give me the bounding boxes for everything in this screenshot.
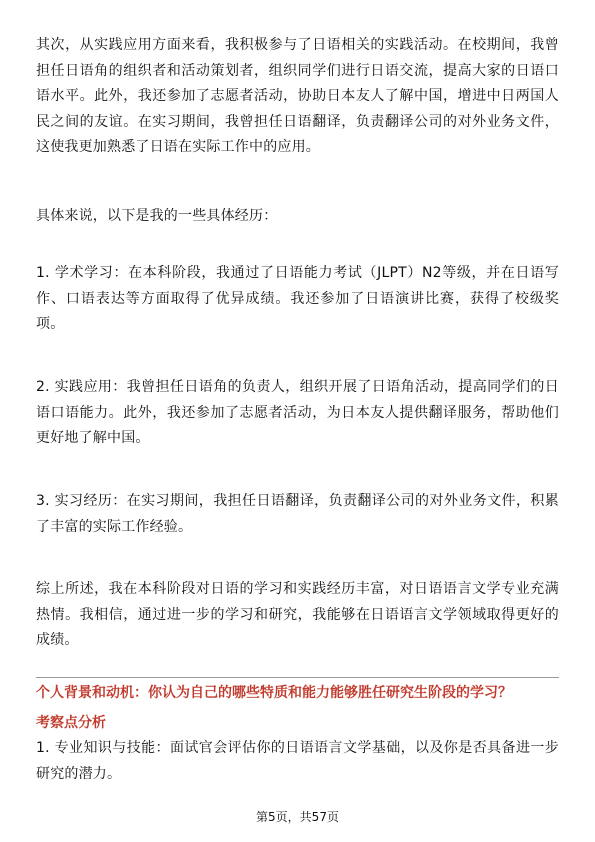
experience-item-practice: 2. 实践应用：我曾担任日语角的负责人，组织开展了日语角活动，提高同学们的日语口语能力。此外，我还参加了志愿者活动，为日本友人提供翻译服务，帮助他们更好地了解中国。 <box>36 379 559 446</box>
analysis-point: 1. 专业知识与技能：面试官会评估你的日语语言文学基础，以及你是否具备进一步研究的潜力。 <box>36 740 559 782</box>
experience-item-academic: 1. 学术学习：在本科阶段，我通过了日语能力考试（JLPT）N2等级，并在日语写作、口语表达等方面取得了优异成绩。我还参加了日语演讲比赛，获得了校级奖项。 <box>36 265 559 332</box>
experience-item-internship: 3. 实习经历：在实习期间，我担任日语翻译，负责翻译公司的对外业务文件，积累了丰富的实际工作经验。 <box>36 493 559 535</box>
question-heading: 个人背景和动机：你认为自己的哪些特质和能力能够胜任研究生阶段的学习？ <box>36 685 512 701</box>
analysis-subheading: 考察点分析 <box>36 715 106 731</box>
summary-paragraph: 综上所述，我在本科阶段对日语的学习和实践经历丰富，对日语语言文学专业充满热情。我相信，通过进一步的学习和研究，我能够在日语语言文学领域取得更好的成绩。 <box>36 581 559 648</box>
page-number-footer: 第5页，共57页 <box>256 810 339 824</box>
lead-paragraph: 具体来说，以下是我的一些具体经历： <box>36 208 278 224</box>
intro-paragraph: 其次，从实践应用方面来看，我积极参与了日语相关的实践活动。在校期间，我曾担任日语角的组织者和活动策划者，组织同学们进行日语交流，提高大家的日语口语水平。此外，我还参加了志愿者活动，协助日本友人了解中国，增进中日两国人民之间的友谊。在实习期间，我曾担任日语翻译，负责翻译公司的对外业务文件，这使我更加熟悉了日语在实际工作中的应用。 <box>36 37 559 155</box>
section-divider <box>36 677 559 678</box>
